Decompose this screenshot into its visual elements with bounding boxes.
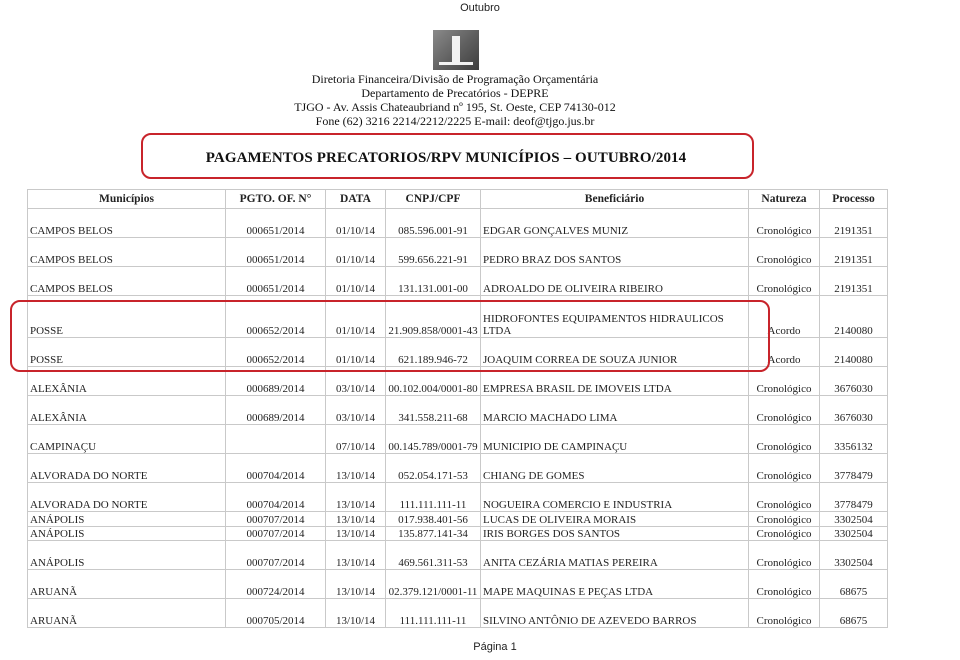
posse-highlight-box xyxy=(10,300,770,372)
cell-beneficiario: HIDROFONTES EQUIPAMENTOS HIDRAULICOS LTDA xyxy=(481,296,749,338)
cell-natureza: Cronológico xyxy=(749,570,820,599)
cell-cnpj-cpf: 02.379.121/0001-11 xyxy=(386,570,481,599)
document-title: PAGAMENTOS PRECATORIOS/RPV MUNICÍPIOS – OUTUBRO/2014 xyxy=(205,150,687,166)
cell-cnpj-cpf: 135.877.141-34 xyxy=(386,527,481,541)
page-month-label: Outubro xyxy=(460,2,500,14)
cell-cnpj-cpf: 21.909.858/0001-43 xyxy=(386,296,481,338)
table-body xyxy=(28,209,888,628)
cell-cnpj-cpf: 017.938.401-56 xyxy=(386,512,481,527)
header-cnpj-cpf: CNPJ/CPF xyxy=(386,190,481,209)
letterhead xyxy=(0,72,910,128)
cell-processo: 2191351 xyxy=(820,238,888,267)
cell-data: 01/10/14 xyxy=(326,238,386,267)
cell-municipio: ARUANÃ xyxy=(28,570,226,599)
cell-cnpj-cpf: 621.189.946-72 xyxy=(386,338,481,367)
cell-beneficiario: SILVINO ANTÔNIO DE AZEVEDO BARROS xyxy=(481,599,749,628)
cell-pgto xyxy=(226,425,326,454)
cell-data: 13/10/14 xyxy=(326,512,386,527)
cell-pgto: 000652/2014 xyxy=(226,338,326,367)
cell-data: 13/10/14 xyxy=(326,570,386,599)
cell-processo: 3302504 xyxy=(820,541,888,570)
cell-processo: 3302504 xyxy=(820,527,888,541)
cell-pgto: 000651/2014 xyxy=(226,267,326,296)
cell-beneficiario: ADROALDO DE OLIVEIRA RIBEIRO xyxy=(481,267,749,296)
cell-natureza: Cronológico xyxy=(749,238,820,267)
cell-municipio: ANÁPOLIS xyxy=(28,527,226,541)
cell-beneficiario: MARCIO MACHADO LIMA xyxy=(481,396,749,425)
cell-beneficiario: EMPRESA BRASIL DE IMOVEIS LTDA xyxy=(481,367,749,396)
header-natureza: Natureza xyxy=(749,190,820,209)
cell-natureza: Cronológico xyxy=(749,527,820,541)
cell-data: 01/10/14 xyxy=(326,209,386,238)
cell-municipio: ANÁPOLIS xyxy=(28,541,226,570)
cell-natureza: Cronológico xyxy=(749,396,820,425)
cell-natureza: Cronológico xyxy=(749,599,820,628)
cell-pgto: 000689/2014 xyxy=(226,396,326,425)
cell-processo: 2191351 xyxy=(820,209,888,238)
cell-municipio: ANÁPOLIS xyxy=(28,512,226,527)
cell-beneficiario: EDGAR GONÇALVES MUNIZ xyxy=(481,209,749,238)
table-row xyxy=(28,425,888,454)
cell-pgto: 000652/2014 xyxy=(226,296,326,338)
cell-processo: 3778479 xyxy=(820,454,888,483)
cell-municipio: POSSE xyxy=(28,338,226,367)
header-pgto: PGTO. OF. N° xyxy=(226,190,326,209)
logo-pillar xyxy=(452,36,460,62)
cell-processo: 3676030 xyxy=(820,367,888,396)
cell-natureza: Cronológico xyxy=(749,512,820,527)
cell-natureza: Cronológico xyxy=(749,483,820,512)
cell-natureza: Cronológico xyxy=(749,541,820,570)
cell-data: 13/10/14 xyxy=(326,527,386,541)
table-row xyxy=(28,570,888,599)
cell-cnpj-cpf: 111.111.111-11 xyxy=(386,599,481,628)
table-row xyxy=(28,483,888,512)
cell-processo: 68675 xyxy=(820,599,888,628)
header-data: DATA xyxy=(326,190,386,209)
table-row xyxy=(28,209,888,238)
cell-cnpj-cpf: 599.656.221-91 xyxy=(386,238,481,267)
cell-pgto: 000707/2014 xyxy=(226,512,326,527)
cell-cnpj-cpf: 085.596.001-91 xyxy=(386,209,481,238)
cell-beneficiario: NOGUEIRA COMERCIO E INDUSTRIA xyxy=(481,483,749,512)
table-row xyxy=(28,396,888,425)
cell-natureza: Cronológico xyxy=(749,425,820,454)
tjgo-logo xyxy=(433,30,479,70)
cell-processo: 3778479 xyxy=(820,483,888,512)
cell-pgto: 000724/2014 xyxy=(226,570,326,599)
cell-natureza: Cronológico xyxy=(749,267,820,296)
cell-processo: 2191351 xyxy=(820,267,888,296)
cell-cnpj-cpf: 052.054.171-53 xyxy=(386,454,481,483)
cell-beneficiario: JOAQUIM CORREA DE SOUZA JUNIOR xyxy=(481,338,749,367)
cell-beneficiario: MUNICIPIO DE CAMPINAÇU xyxy=(481,425,749,454)
cell-data: 13/10/14 xyxy=(326,541,386,570)
cell-municipio: ALVORADA DO NORTE xyxy=(28,483,226,512)
cell-data: 03/10/14 xyxy=(326,367,386,396)
table-header-row xyxy=(28,190,888,209)
cell-pgto: 000651/2014 xyxy=(226,238,326,267)
cell-pgto: 000689/2014 xyxy=(226,367,326,396)
cell-beneficiario: MAPE MAQUINAS E PEÇAS LTDA xyxy=(481,570,749,599)
cell-cnpj-cpf: 131.131.001-00 xyxy=(386,267,481,296)
cell-cnpj-cpf: 469.561.311-53 xyxy=(386,541,481,570)
letterhead-line-address: TJGO - Av. Assis Chateaubriand nº 195, St. Oeste, CEP 74130-012 xyxy=(294,100,616,114)
cell-pgto: 000651/2014 xyxy=(226,209,326,238)
cell-beneficiario: LUCAS DE OLIVEIRA MORAIS xyxy=(481,512,749,527)
cell-municipio: POSSE xyxy=(28,296,226,338)
cell-processo: 68675 xyxy=(820,570,888,599)
cell-processo: 3356132 xyxy=(820,425,888,454)
cell-processo: 3676030 xyxy=(820,396,888,425)
letterhead-line-directorate: Diretoria Financeira/Divisão de Programação Orçamentária xyxy=(311,72,599,86)
payments-table xyxy=(27,189,888,628)
cell-municipio: ALEXÂNIA xyxy=(28,396,226,425)
cell-natureza: Cronológico xyxy=(749,367,820,396)
table-row xyxy=(28,267,888,296)
cell-cnpj-cpf: 111.111.111-11 xyxy=(386,483,481,512)
cell-beneficiario: PEDRO BRAZ DOS SANTOS xyxy=(481,238,749,267)
cell-beneficiario: IRIS BORGES DOS SANTOS xyxy=(481,527,749,541)
cell-data: 01/10/14 xyxy=(326,267,386,296)
table-row xyxy=(28,599,888,628)
cell-municipio: ALVORADA DO NORTE xyxy=(28,454,226,483)
cell-data: 13/10/14 xyxy=(326,599,386,628)
letterhead-line-department: Departamento de Precatórios - DEPRE xyxy=(361,86,549,100)
cell-cnpj-cpf: 341.558.211-68 xyxy=(386,396,481,425)
cell-municipio: ARUANÃ xyxy=(28,599,226,628)
cell-beneficiario: ANITA CEZÁRIA MATIAS PEREIRA xyxy=(481,541,749,570)
cell-cnpj-cpf: 00.102.004/0001-80 xyxy=(386,367,481,396)
cell-data: 13/10/14 xyxy=(326,483,386,512)
cell-municipio: CAMPOS BELOS xyxy=(28,267,226,296)
table-row xyxy=(28,238,888,267)
cell-data: 01/10/14 xyxy=(326,338,386,367)
header-processo: Processo xyxy=(820,190,888,209)
cell-municipio: CAMPINAÇU xyxy=(28,425,226,454)
letterhead-line-contact: Fone (62) 3216 2214/2212/2225 E-mail: deof@tjgo.jus.br xyxy=(315,114,595,128)
cell-natureza: Acordo xyxy=(749,338,820,367)
cell-processo: 3302504 xyxy=(820,512,888,527)
cell-processo: 2140080 xyxy=(820,296,888,338)
cell-pgto: 000707/2014 xyxy=(226,527,326,541)
cell-pgto: 000705/2014 xyxy=(226,599,326,628)
table-row xyxy=(28,541,888,570)
cell-data: 03/10/14 xyxy=(326,396,386,425)
header-beneficiario: Beneficiário xyxy=(481,190,749,209)
table-row xyxy=(28,454,888,483)
logo-base xyxy=(439,62,473,65)
table-row xyxy=(28,512,888,527)
cell-natureza: Cronológico xyxy=(749,209,820,238)
cell-cnpj-cpf: 00.145.789/0001-79 xyxy=(386,425,481,454)
cell-data: 07/10/14 xyxy=(326,425,386,454)
cell-natureza: Acordo xyxy=(749,296,820,338)
cell-municipio: ALEXÂNIA xyxy=(28,367,226,396)
cell-data: 13/10/14 xyxy=(326,454,386,483)
table-row xyxy=(28,527,888,541)
header-municipios: Municípios xyxy=(28,190,226,209)
cell-pgto: 000704/2014 xyxy=(226,454,326,483)
cell-processo: 2140080 xyxy=(820,338,888,367)
cell-pgto: 000704/2014 xyxy=(226,483,326,512)
cell-natureza: Cronológico xyxy=(749,454,820,483)
page-number: Página 1 xyxy=(473,641,517,653)
cell-municipio: CAMPOS BELOS xyxy=(28,238,226,267)
cell-municipio: CAMPOS BELOS xyxy=(28,209,226,238)
cell-pgto: 000707/2014 xyxy=(226,541,326,570)
cell-beneficiario: CHIANG DE GOMES xyxy=(481,454,749,483)
cell-data: 01/10/14 xyxy=(326,296,386,338)
